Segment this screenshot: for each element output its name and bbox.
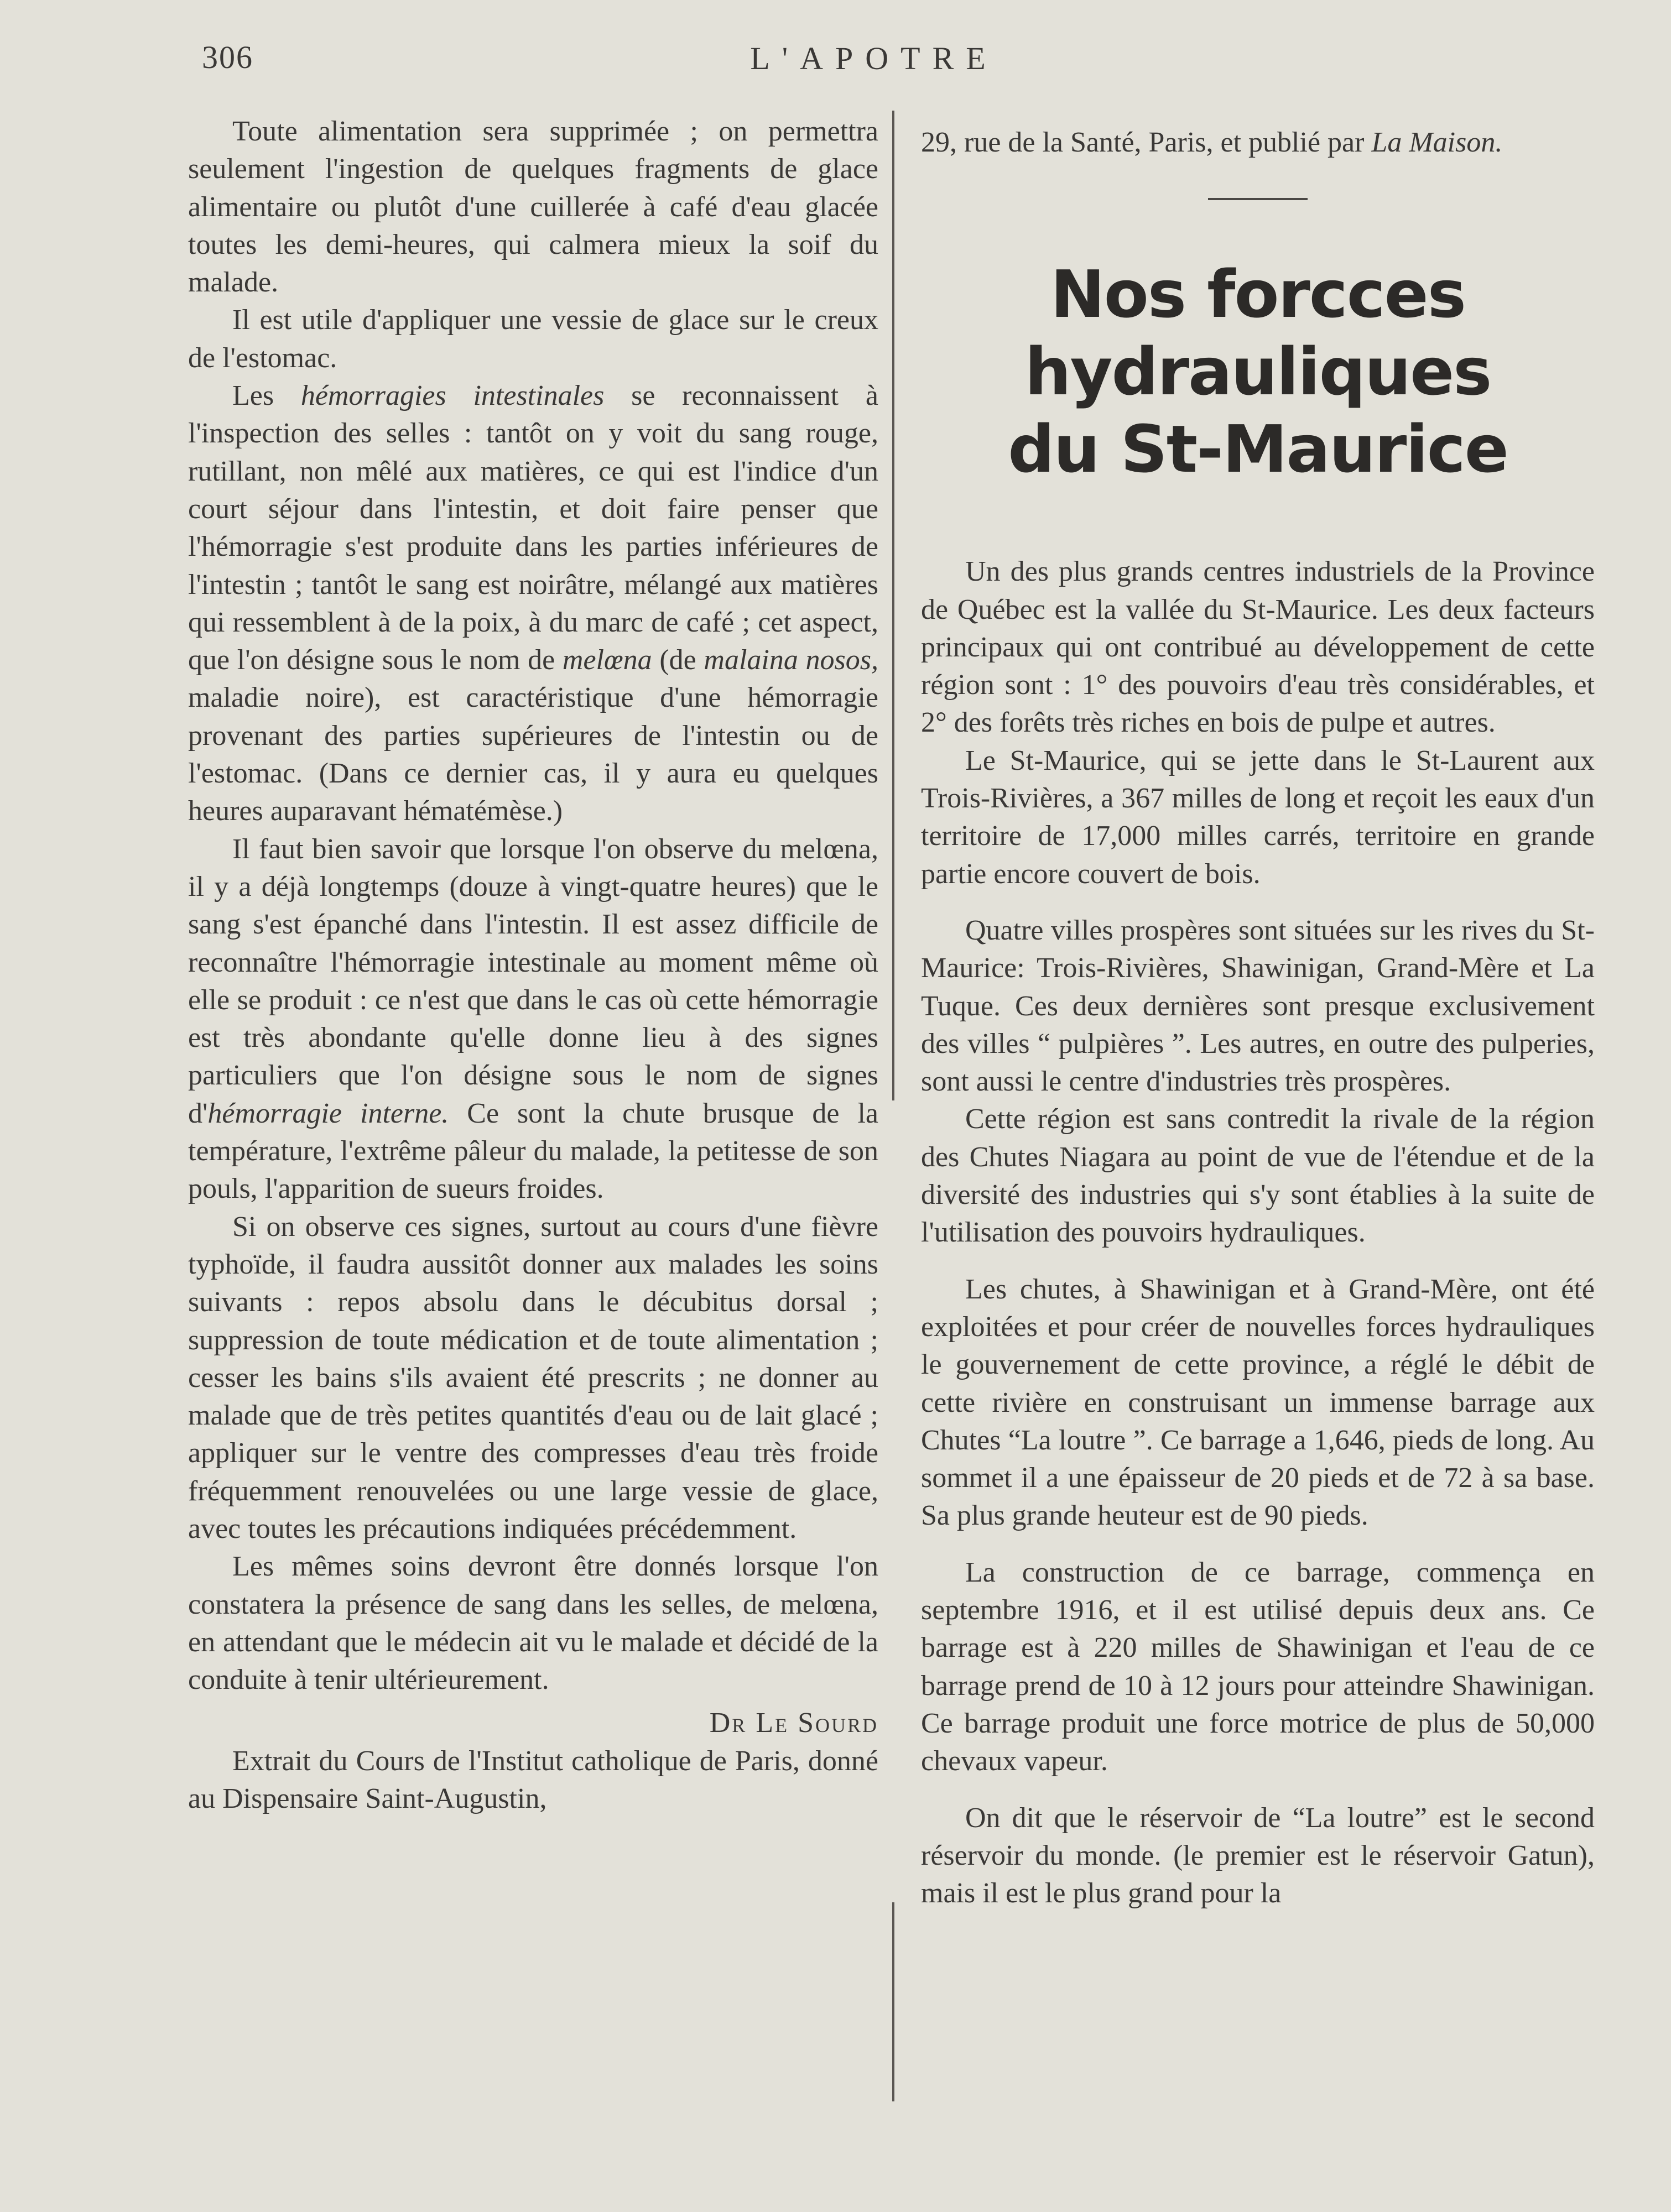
emphasis: melœna <box>562 644 652 676</box>
paragraph: Les chutes, à Shawinigan et à Grand-Mère, ont été exploitées et pour créer de nouvelles forces hydrauliques le gouvernement de cette province, a réglé le débit de cette rivière en construisant un immense barrage aux Chutes “La loutre ”. Ce barrage a 1,646, pieds de long. Au sommet il a une épaisseur de 20 pieds et de 72 à sa base. Sa plus grande heuteur est de 90 pieds. <box>921 1273 1595 1532</box>
continuation-text: 29, rue de la Santé, Paris, et publié par La Maison. <box>921 127 1503 158</box>
paragraph: La construction de ce barrage, commença en septembre 1916, et il est utilisé depuis deux ans. Ce barrage est à 220 milles de Shawinigan et l'eau de ce barrage prend de 10 à 12 jours pour atteindre Shawinigan. Ce barrage produit une force motrice de plus de 50,000 chevaux vapeur. <box>921 1556 1595 1777</box>
running-title: L'APOTRE <box>750 40 998 76</box>
column-rule-lower <box>892 1902 894 2101</box>
left-column <box>188 113 878 1818</box>
paragraph-melena: Il faut bien savoir que lorsque l'on observe du melœna, il y a déjà longtemps (douze à vingt-quatre heures) que le sang s'est épanché dans l'intestin. Il est assez difficile de reconnaître l'hémorragie intestinale au moment même où elle se produit : ce n'est que dans le cas où cette hémorragie est très abondante qu'elle donne lieu à des signes particuliers que l'on désigne sous le nom de signes d'hémorragie interne. Ce sont la chute brusque de la température, l'extrême pâleur du malade, la petitesse de son pouls, l'apparition de sueurs froides. <box>188 833 878 1205</box>
page-number: 306 <box>202 39 253 75</box>
article-headline: Nos forcces hydrauliques du St-Maurice <box>1008 256 1508 488</box>
column-rule-upper <box>892 111 894 1100</box>
emphasis: malaina nosos, <box>704 644 878 676</box>
paragraph: Si on observe ces signes, surtout au cours d'une fièvre typhoïde, il faudra aussitôt donner aux malades les soins suivants : repos absolu dans le décubitus dorsal ; suppression de toute médication et de toute alimentation ; cesser les bains s'ils avaient été prescrits ; ne donner au malade que de très petites quantités d'eau ou de lait glacé ; appliquer sur le ventre des compresses d'eau très froide fréquemment renouvelées ou une large vessie de glace, avec toutes les précautions indiquées précédemment. <box>188 1211 878 1545</box>
author-signature: Dr Le Sourd <box>709 1707 878 1739</box>
paragraph-intestinal-hemorrhage: Les hémorragies intestinales se reconnaissent à l'inspection des selles : tantôt on y voit du sang rouge, rutillant, non mêlé aux matières, ce qui est l'indice d'un court séjour dans l'intestin, et doit faire penser que l'hémorragie s'est produite dans les parties inférieures de l'intestin ; tantôt le sang est noirâtre, mélangé aux matières qui ressemblent à de la poix, à du marc de café ; cet aspect, que l'on désigne sous le nom de melœna (de malaina nosos, maladie noire), est caractéristique d'une hémorragie provenant des parties supérieures de l'intestin ou de l'estomac. (Dans ce dernier cas, il y aura eu quelques heures auparavant hématémèse.) <box>188 380 878 827</box>
short-rule <box>1208 198 1308 200</box>
paragraph: On dit que le réservoir de “La loutre” est le second réservoir du monde. (le premier est le réservoir Gatun), mais il est le plus grand pour la <box>921 1802 1595 1910</box>
right-column <box>921 124 1595 1912</box>
paragraph: Il est utile d'appliquer une vessie de glace sur le creux de l'estomac. <box>188 304 878 374</box>
paragraph: Les mêmes soins devront être donnés lorsque l'on constatera la présence de sang dans les selles, de melœna, en attendant que le médecin ait vu le malade et décidé de la conduite à tenir ultérieurement. <box>188 1551 878 1696</box>
paragraph: Un des plus grands centres industriels de la Province de Québec est la vallée du St-Maurice. Les deux facteurs principaux qui ont contribué au développement de cette région sont : 1° des pouvoirs d'eau très considérables, et 2° des forêts très riches en bois de pulpe et autres. <box>921 556 1595 739</box>
emphasis: hémorragie interne. <box>207 1097 449 1129</box>
paragraph: Quatre villes prospères sont situées sur les rives du St-Maurice: Trois-Rivières, Shawinigan, Grand-Mère et La Tuque. Ces deux dernières sont presque exclusivement des villes “ pulpières ”. Les autres, en outre des pulperies, sont aussi le centre d'industries très prospères. <box>921 914 1595 1098</box>
paragraph: Le St-Maurice, qui se jette dans le St-Laurent aux Trois-Rivières, a 367 milles de long et reçoit les eaux d'un territoire de 17,000 milles carrés, territoire en grande partie encore couvert de bois. <box>921 744 1595 890</box>
emphasis: La Maison. <box>1371 127 1503 158</box>
emphasis: hémorragies intestinales <box>300 380 605 412</box>
paragraph: Toute alimentation sera supprimée ; on permettra seulement l'ingestion de quelques fragments de glace alimentaire ou plutôt d'une cuillerée à café d'eau glacée toutes les demi-heures, qui calmera mieux la soif du malade. <box>188 116 878 299</box>
paragraph: Cette région est sans contredit la rivale de la région des Chutes Niagara au point de vue de l'étendue et de la diversité des industries qui s'y sont établies à la suite de l'utilisation des pouvoirs hydrauliques. <box>921 1103 1595 1249</box>
source-note: Extrait du Cours de l'Institut catholique de Paris, donné au Dispensaire Saint-Augustin, <box>188 1745 878 1815</box>
